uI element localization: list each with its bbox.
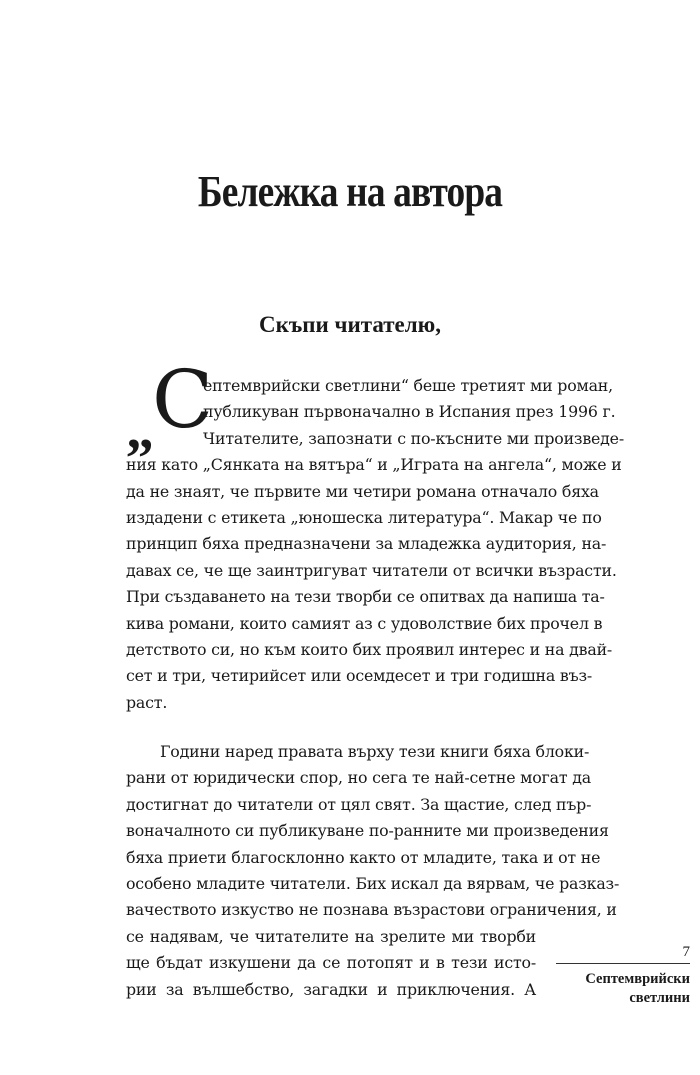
running-head-line: Септемврийски [585,971,690,987]
text-line: кива романи, които самият аз с удоволствие бих прочел в [126,613,603,633]
text-line: Години наред правата върху тези книги бяха блоки- [160,742,590,761]
drop-cap: С [152,353,214,446]
text-line: ния като „Сянката на вятъра“ и „Играта на ангела“, може и [126,455,622,475]
text-line: достигнат до читатели от цял свят. За щастие, след пър- [126,794,592,814]
text-line: публикуван първоначално в Испания през 1996 г. [203,402,616,422]
text-line: детството си, но към които бих проявил интерес и на двай- [126,640,613,659]
text-line: вачеството изкуство не познава възрастови ограничения, и [126,900,617,920]
page-title: Бележка на автора [197,167,503,216]
page-number: 7 [682,944,690,960]
running-head-rule [556,963,690,964]
text-line: рани от юридически спор, но сега те най-сетне могат да [126,768,591,788]
text-line: давах се, че ще заинтригуват читатели от всички възрасти. [126,560,617,580]
text-line: воначалното си публикуване по-ранните ми произведения [126,821,609,841]
text-line: бяха приети благосклонно както от младите, така и от не [126,847,601,867]
drop-quote-mark: „ [126,399,154,461]
running-head-line: светлини [629,990,690,1006]
text-line: ептемврийски светлини“ беше третият ми роман, [203,376,613,395]
text-line: сет и три, четирийсет или осемдесет и три годишна въз- [126,666,592,686]
text-line: При създаването на тези творби се опитвах да напиша та- [126,587,605,607]
text-line: принцип бяха предназначени за младежка аудитория, на- [126,534,607,554]
text-line: особено младите читатели. Бих искал да вярвам, че разказ- [126,874,620,893]
text-line: раст. [126,692,168,712]
text-line: се надявам, че читателите на зрелите ми творби [126,926,536,946]
text-line: ще бъдат изкушени да се потопят и в тези исто- [126,953,536,973]
running-head [556,970,690,1008]
text-line: издадени с етикета „юношеска литература“. Макар че по [126,508,602,527]
text-line: Читателите, запознати с по-късните ми произведе- [203,428,624,448]
text-line: рии за вълшебство, загадки и приключения. А [126,979,536,999]
text-line: да не знаят, че първите ми четири романа отначало бяха [126,481,599,501]
salutation: Скъпи читателю, [259,312,441,337]
